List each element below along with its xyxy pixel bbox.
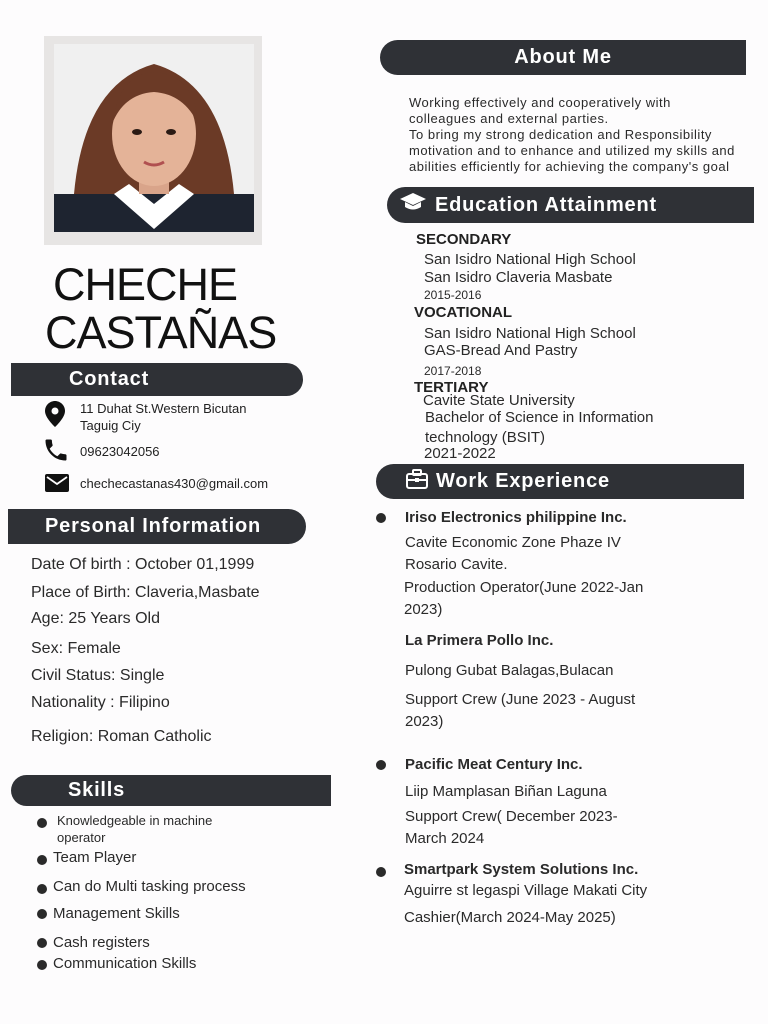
job-address: Cavite Economic Zone Phaze IV — [405, 534, 621, 551]
last-name: CASTAÑAS — [45, 307, 277, 358]
about-line: colleagues and external parties. — [409, 111, 609, 126]
job-company: Iriso Electronics philippine Inc. — [405, 509, 627, 526]
personal-info-header — [8, 509, 306, 544]
phone-icon — [41, 436, 71, 469]
skill-item: Management Skills — [53, 905, 180, 922]
edu-secondary-years: 2015-2016 — [424, 288, 482, 302]
edu-vocational-level: VOCATIONAL — [414, 304, 513, 321]
graduation-cap-icon — [399, 191, 427, 219]
about-line: abilities efficiently for achieving the company's goal — [409, 159, 730, 174]
job-address: Pulong Gubat Balagas,Bulacan — [405, 662, 614, 679]
address-line-1: 11 Duhat St.Western Bicutan — [80, 401, 247, 416]
bullet-icon — [37, 938, 47, 948]
edu-tertiary-course-2: technology (BSIT) — [425, 429, 546, 446]
edu-tertiary-school: Cavite State University — [423, 392, 575, 409]
skills-heading: Skills — [68, 779, 126, 801]
skill-item: Team Player — [53, 849, 137, 866]
contact-header — [11, 363, 303, 396]
skill-item: Cash registers — [53, 934, 150, 951]
about-line: To bring my strong dedication and Responsibility — [409, 127, 712, 142]
job-role-2: 2023) — [404, 601, 443, 618]
edu-tertiary-years: 2021-2022 — [424, 445, 496, 462]
info-dob: Date Of birth : October 01,1999 — [31, 556, 255, 573]
email-address[interactable]: chechecastanas430@gmail.com — [80, 476, 269, 491]
about-line: motivation and to enhance and utilized my skills and — [409, 143, 735, 158]
info-sex: Sex: Female — [31, 640, 121, 657]
bullet-icon — [37, 855, 47, 865]
personal-info-heading: Personal Information — [45, 515, 262, 537]
skill-item: Knowledgeable in machine operator — [57, 813, 213, 845]
bullet-icon — [37, 818, 47, 828]
edu-secondary-level: SECONDARY — [416, 231, 512, 248]
skills-header — [11, 775, 331, 806]
about-header — [380, 40, 746, 75]
job-company: La Primera Pollo Inc. — [405, 632, 554, 649]
job-role: Production Operator(June 2022-Jan — [404, 579, 644, 596]
job-role: Support Crew( December 2023- — [405, 808, 618, 825]
job-role: Support Crew (June 2023 - August — [405, 691, 636, 708]
bullet-icon — [376, 760, 386, 770]
job-role-2: 2023) — [405, 713, 444, 730]
location-pin-icon — [45, 401, 65, 432]
education-heading: Education Attainment — [435, 193, 657, 216]
address-line-2: Taguig Ciy — [80, 418, 141, 433]
about-line: Working effectively and cooperatively with — [409, 95, 671, 110]
work-header — [376, 464, 744, 499]
briefcase-icon — [406, 469, 428, 495]
bullet-icon — [376, 513, 386, 523]
job-address: Aguirre st legaspi Village Makati City — [404, 882, 648, 899]
edu-vocational-course: GAS-Bread And Pastry — [424, 342, 578, 359]
edu-vocational-years: 2017-2018 — [424, 364, 482, 378]
info-nationality: Nationality : Filipino — [31, 694, 170, 711]
about-heading: About Me — [514, 46, 612, 68]
job-company: Pacific Meat Century Inc. — [405, 756, 583, 773]
bullet-icon — [376, 867, 386, 877]
info-civil-status: Civil Status: Single — [31, 667, 165, 684]
bullet-icon — [37, 884, 47, 894]
edu-secondary-school: San Isidro National High School — [424, 251, 636, 268]
work-heading: Work Experience — [436, 470, 610, 492]
job-company: Smartpark System Solutions Inc. — [404, 861, 639, 878]
info-birthplace: Place of Birth: Claveria,Masbate — [31, 584, 260, 601]
first-name: CHECHE — [53, 259, 238, 310]
email-icon — [45, 474, 69, 497]
edu-tertiary-course: Bachelor of Science in Information — [425, 409, 654, 426]
phone-number[interactable]: 09623042056 — [80, 444, 160, 459]
job-role-2: March 2024 — [405, 830, 485, 847]
job-role: Cashier(March 2024-May 2025) — [404, 909, 616, 926]
edu-secondary-place: San Isidro Claveria Masbate — [424, 269, 613, 286]
education-header — [387, 187, 754, 223]
profile-photo — [54, 44, 254, 232]
about-text — [409, 95, 735, 175]
info-age: Age: 25 Years Old — [31, 610, 160, 627]
job-address-2: Rosario Cavite. — [405, 556, 508, 573]
contact-heading: Contact — [69, 368, 150, 390]
skill-item: Can do Multi tasking process — [53, 878, 246, 895]
bullet-icon — [37, 909, 47, 919]
info-religion: Religion: Roman Catholic — [31, 728, 212, 745]
job-address: Liip Mamplasan Biñan Laguna — [405, 783, 607, 800]
edu-vocational-school: San Isidro National High School — [424, 325, 636, 342]
edu-tertiary-level: TERTIARY — [414, 379, 489, 396]
skill-item: Communication Skills — [53, 955, 197, 972]
bullet-icon — [37, 960, 47, 970]
